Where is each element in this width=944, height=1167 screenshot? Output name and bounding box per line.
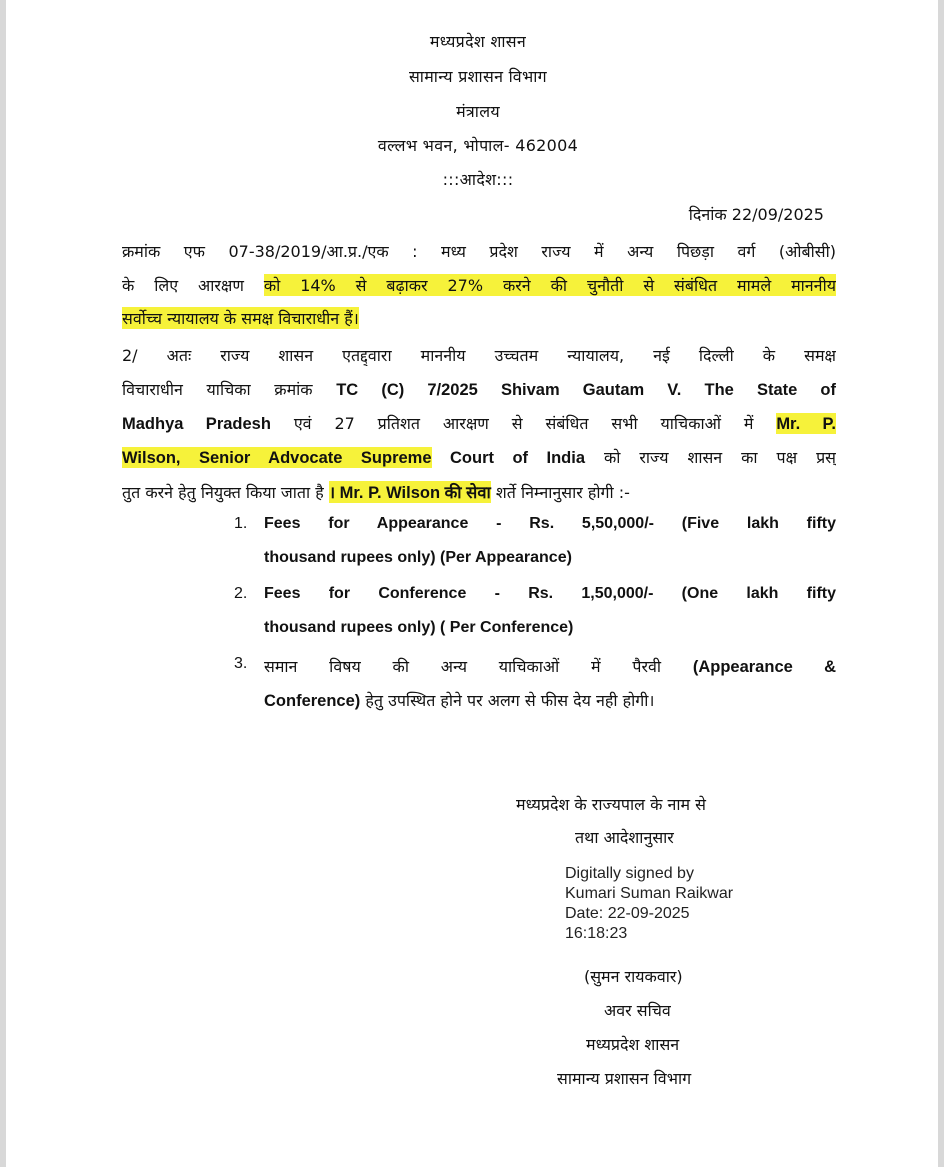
signatory-department: सामान्य प्रशासन विभाग — [557, 1069, 692, 1088]
list-item-3-bold: (Appearance & — [692, 658, 836, 676]
highlight-service-terms — [329, 481, 491, 503]
para2-line3-text: एवं 27 प्रतिशत आरक्षण से संबंधित सभी याचिकाओं में — [270, 414, 777, 433]
list-item-3-bold-2: Conference) — [264, 692, 361, 710]
signatory-designation: अवर सचिव — [604, 1001, 671, 1020]
header-address: वल्लभ भवन, भोपाल- 462004 — [377, 136, 579, 155]
para2-line5-text: तुत करने हेतु नियुक्त किया जाता है — [122, 483, 329, 502]
signature-order-line: तथा आदेशानुसार — [575, 828, 674, 847]
list-item-3-text-2: हेतु उपस्थित होने पर अलग से फीस देय नही होगी। — [360, 691, 655, 710]
court-name: Court of India — [431, 449, 585, 467]
order-date: दिनांक 22/09/2025 — [688, 205, 824, 224]
list-number-1: 1. — [234, 515, 248, 532]
petition-number: TC (C) 7/2025 Shivam Gautam V. The State of — [336, 381, 836, 399]
list-item-3-line2 — [264, 689, 836, 711]
header-department: सामान्य प्रशासन विभाग — [408, 67, 547, 86]
para2-line3 — [122, 412, 836, 434]
list-item-1-line1: Fees for Appearance - Rs. 5,50,000/- (Five lakh fifty — [264, 515, 836, 532]
header-government: मध्यप्रदेश शासन — [429, 32, 527, 51]
highlight-reservation-increase: को 14% से बढ़ाकर 27% करने की चुनौती से संबंधित मामले माननीय — [263, 276, 836, 295]
para1-line3 — [122, 307, 836, 329]
digital-signature-line: Date: 22-09-2025 — [565, 905, 690, 922]
digital-signature — [565, 864, 733, 944]
para1-line2-text: के लिए आरक्षण — [122, 276, 264, 295]
highlight-supreme-court: सर्वोच्च न्यायालय के समक्ष विचाराधीन हैं। — [122, 309, 359, 328]
header-ministry: मंत्रालय — [456, 102, 500, 121]
para2-line4 — [122, 446, 836, 468]
highlight-service-terms-text: । Mr. P. Wilson की सेवा — [328, 484, 491, 502]
signature-governor-line: मध्यप्रदेश के राज्यपाल के नाम से — [516, 795, 706, 814]
para1-line2 — [122, 274, 836, 296]
digital-signature-line: Kumari Suman Raikwar — [565, 885, 734, 902]
para2-line1: 2/ अतः राज्य शासन एतद्द्वारा माननीय उच्चतम न्यायालय, नई दिल्ली के समक्ष — [122, 346, 836, 365]
list-item-1-line2: thousand rupees only) (Per Appearance) — [264, 549, 572, 566]
list-item-2-line1: Fees for Conference - Rs. 1,50,000/- (One lakh fifty — [264, 585, 836, 602]
list-item-3-line1 — [264, 655, 836, 677]
order-title: :::आदेश::: — [442, 170, 514, 189]
para2-line2-text: विचाराधीन याचिका क्रमांक — [122, 380, 337, 399]
list-item-3-text: समान विषय की अन्य याचिकाओं में पैरवी — [264, 657, 693, 676]
signatory-government: मध्यप्रदेश शासन — [586, 1035, 680, 1054]
highlight-advocate-title: Wilson, Senior Advocate Supreme — [122, 449, 432, 467]
list-number-3: 3. — [234, 655, 248, 672]
state-name: Madhya Pradesh — [122, 415, 271, 433]
list-number-2: 2. — [234, 585, 248, 602]
para2-line2 — [122, 378, 836, 400]
para2-line5-tail: शर्ते निम्नानुसार होगी :- — [490, 483, 630, 502]
para2-line4-text: को राज्य शासन का पक्ष प्रस् — [585, 448, 836, 467]
list-item-2-line2: thousand rupees only) ( Per Conference) — [264, 619, 574, 636]
signatory-name: (सुमन रायकवार) — [584, 967, 683, 986]
para2-line5 — [122, 480, 836, 503]
digital-signature-line: Digitally signed by — [565, 865, 694, 882]
para1-line1: क्रमांक एफ 07-38/2019/आ.प्र./एक : मध्य प्रदेश राज्य में अन्य पिछड़ा वर्ग (ओबीसी) — [122, 242, 836, 261]
highlight-advocate-name: Mr. P. — [776, 415, 836, 433]
digital-signature-line: 16:18:23 — [565, 925, 628, 942]
